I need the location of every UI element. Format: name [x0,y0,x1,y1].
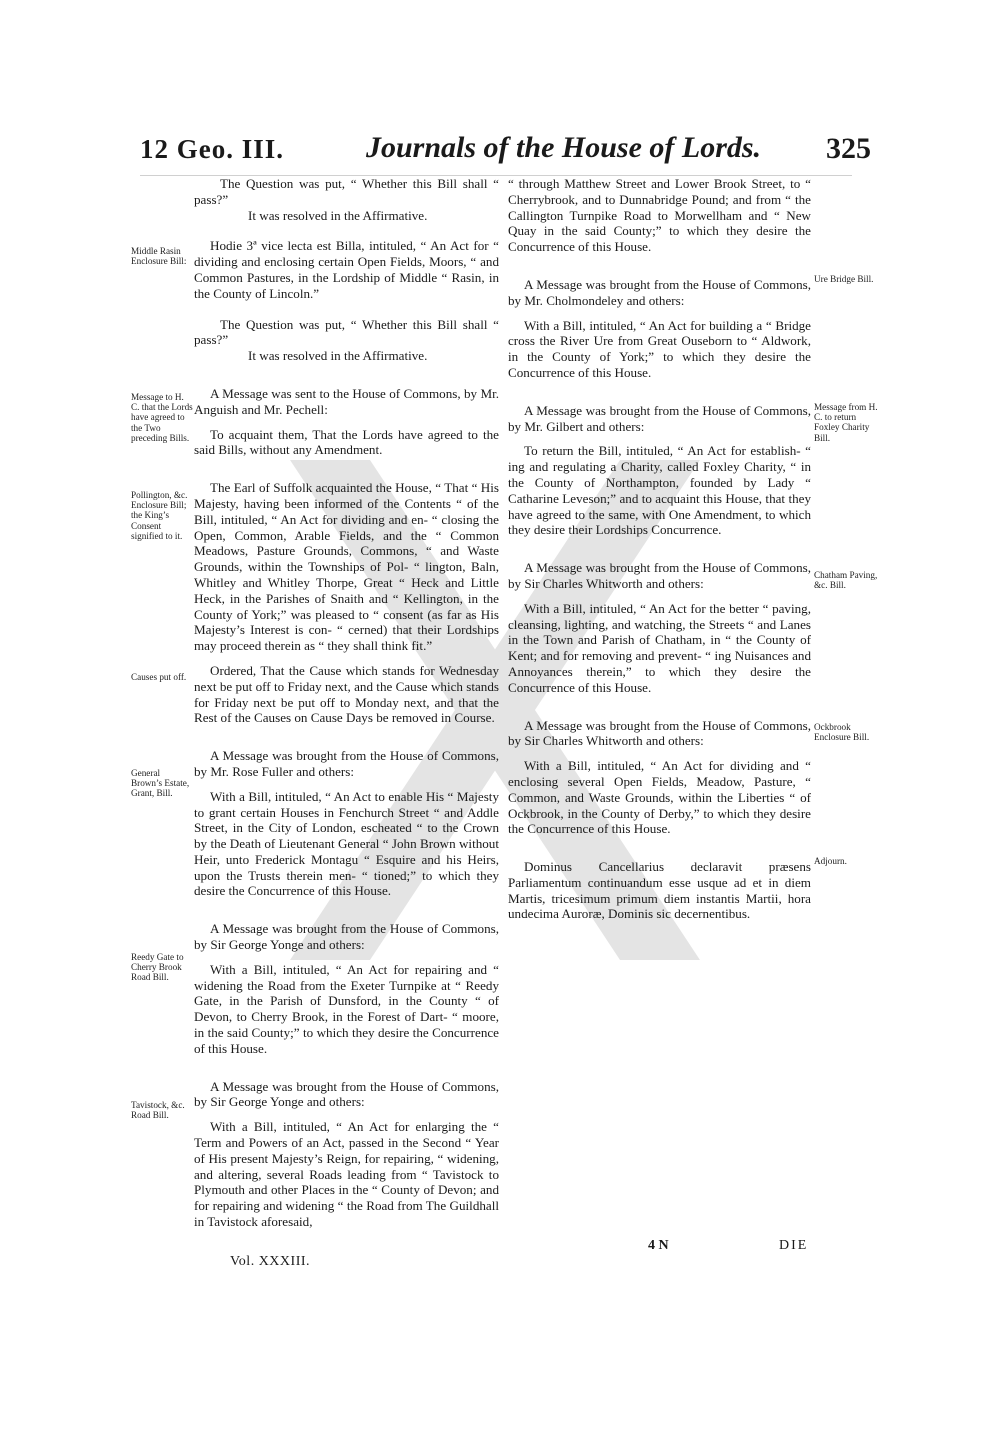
kings-consent-entry: The Earl of Suffolk acquainted the House, “ That “ His Majesty, having been informed of the Contents “ of the Bill, intituled, “ An Act for dividing and en- “ closing the Open, Common, Arable Fields, and the “ Common Meadows, Pasture Grounds, Commons, “ and Waste Grounds, within the Townships of Pol- “ lington, Baln, Whitley and Whitley Thorpe, Great “ Heck and Little Heck, in the Parishes of Snaith and “ Kellington, in the County of York;” was pleased to “ consent (as far as His Majesty’s Interest is con- “ cerned) that their Lordships may proceed therein as “ they shall think fit.” [194,480,499,654]
regnal-year: 12 Geo. III. [140,134,285,164]
bill-entry: With a Bill, intituled, “ An Act for the better “ paving, cleansing, lighting, and watching, the Streets “ and Lanes in the Town and Parish of Chatham, in “ the County of Kent; and for removing and prevent- “ ing Nuisances and Annoyances therein,” to which they desire the Concurrence of this House. [508,600,811,695]
bill-entry: With a Bill, intituled, “ An Act for dividing and “ enclosing several Open Fields, Meadow, Pasture, “ Common, and Waste Grounds, within the Liberties “ of Ockbrook, in the County of Derby,” to which they desire the Concurrence of this House. [508,758,811,837]
bill-entry-continued: “ through Matthew Street and Lower Brook Street, to “ Cherrybrook, and to Dunnabridge Pound; and from “ the Callington Turnpike Road to Morwellham and “ New Quay in the said County;” to which they desire the Concurrence of this House. [508,176,811,255]
side-note-middle-rasin: Middle Rasin Enclosure Bill: [131,246,187,267]
message-received: A Message was brought from the House of Commons, by Mr. Cholmondeley and others: [508,276,811,308]
journal-title: Journals of the House of Lords. [366,131,762,164]
volume-number: Vol. XXXIII. [230,1254,311,1269]
side-note-adjourn: Adjourn. [814,856,847,866]
message-sent: A Message was sent to the House of Commons, by Mr. Anguish and Mr. Pechell: [194,385,499,417]
question-put: The Question was put, “ Whether this Bill shall “ pass?” [194,316,499,348]
third-reading-entry: Hodie 3ª vice lecta est Billa, intituled, “ An Act for “ dividing and enclosing certain Open Fields, Moors, “ and Common Pastures, in the Lordship of Middle “ Rasin, in the County of Lincoln.” [194,238,499,301]
signature-mark: 4 N [648,1238,669,1253]
side-note-chatham: Chatham Paving, &c. Bill. [814,570,878,591]
bill-entry: With a Bill, intituled, “ An Act for enlarging the “ Term and Powers of an Act, passed in the Second “ Year of His present Majesty’s Reign, for repairing, “ widening, and altering, several Roads leading from “ Tavistock to Plymouth and other Places in the “ County of Devon; and for repairing and widening “ the Road from The Guildhall in Tavistock aforesaid, [194,1119,499,1230]
side-note-general-brown: General Brown’s Estate, Grant, Bill. [131,768,190,799]
side-note-tavistock: Tavistock, &c. Road Bill. [131,1100,185,1121]
message-received: A Message was brought from the House of Commons, by Mr. Gilbert and others: [508,402,811,434]
side-note-reedy-gate: Reedy Gate to Cherry Brook Road Bill. [131,952,184,983]
left-column [194,176,499,1230]
message-body: To acquaint them, That the Lords have agreed to the said Bills, without any Amendment. [194,426,499,458]
resolution: It was resolved in the Affirmative. [248,207,428,223]
causes-order: Ordered, That the Cause which stands for Wednesday next be put off to Friday next, and the Cause which stands for Friday next be put off to Monday next, and that the Rest of the Causes on Cause Days be removed in Course. [194,662,499,726]
message-received: A Message was brought from the House of Commons, by Sir Charles Whitworth and others: [508,560,811,591]
side-note-pollington: Pollington, &c. Enclosure Bill; the King’s Consent signified to it. [131,490,188,541]
bill-entry: With a Bill, intituled, “ An Act for building a “ Bridge cross the River Ure from Great Ouseborn to “ Aldwork, in the County of York;” to which they desire the Concurrence of this House. [508,317,811,380]
message-received: A Message was brought from the House of Commons, by Mr. Rose Fuller and others: [194,748,499,779]
side-note-message-hc: Message to H. C. that the Lords have agreed to the Two preceding Bills. [131,392,193,443]
bill-entry: With a Bill, intituled, “ An Act to enable His “ Majesty to grant certain Houses in Fenchurch Street “ and Addle Street, in the City of London, escheated “ to the Crown by the Death of Lieutenant General “ John Brown without Heir, unto Frederick Montagu “ Esquire and his Heirs, upon the Trusts therein men- “ tioned;” to which they desire the Concurrence of this House. [194,788,499,899]
message-received: A Message was brought from the House of Commons, by Sir Charles Whitworth and others: [508,717,811,749]
page-number: 325 [826,132,871,165]
side-note-foxley: Message from H. C. to return Foxley Charity Bill. [814,402,878,443]
catchword: DIE [779,1238,809,1253]
adjournment-entry: Dominus Cancellarius declaravit præsens Parliamentum continuandum esse usque ad et in diem Martis, tricesimum primum diem instantis Martii, hora undecima Auroræ, Dominis sic decernentibus. [508,859,811,922]
resolution: It was resolved in the Affirmative. [248,348,428,364]
bill-entry: To return the Bill, intituled, “ An Act for establish- “ ing and regulating a Charity, called Foxley Charity, “ in the County of Northampton, founded by Lady “ Catharine Leveson;” and to acquaint this House, that they have agreed to the same, with One Amendment, to which they desire their Lordships Concurrence. [508,443,811,538]
side-note-ure-bridge: Ure Bridge Bill. [814,274,874,284]
message-received: A Message was brought from the House of Commons, by Sir George Yonge and others: [194,921,499,953]
message-received: A Message was brought from the House of Commons, by Sir George Yonge and others: [194,1078,499,1110]
side-note-causes: Causes put off. [131,672,187,682]
question-put: The Question was put, “ Whether this Bill shall “ pass?” [194,176,499,207]
side-note-ockbrook: Ockbrook Enclosure Bill. [814,722,870,743]
bill-entry: With a Bill, intituled, “ An Act for repairing and “ widening the Road from the Exeter Turnpike at “ Reedy Gate, in the Parish of Dunsford, in the County “ of Devon, to Cherry Brook, in the Forest of Dart- “ moore, in the said County;” to which they desire the Concurrence of this House. [194,961,499,1056]
right-column [508,176,811,922]
